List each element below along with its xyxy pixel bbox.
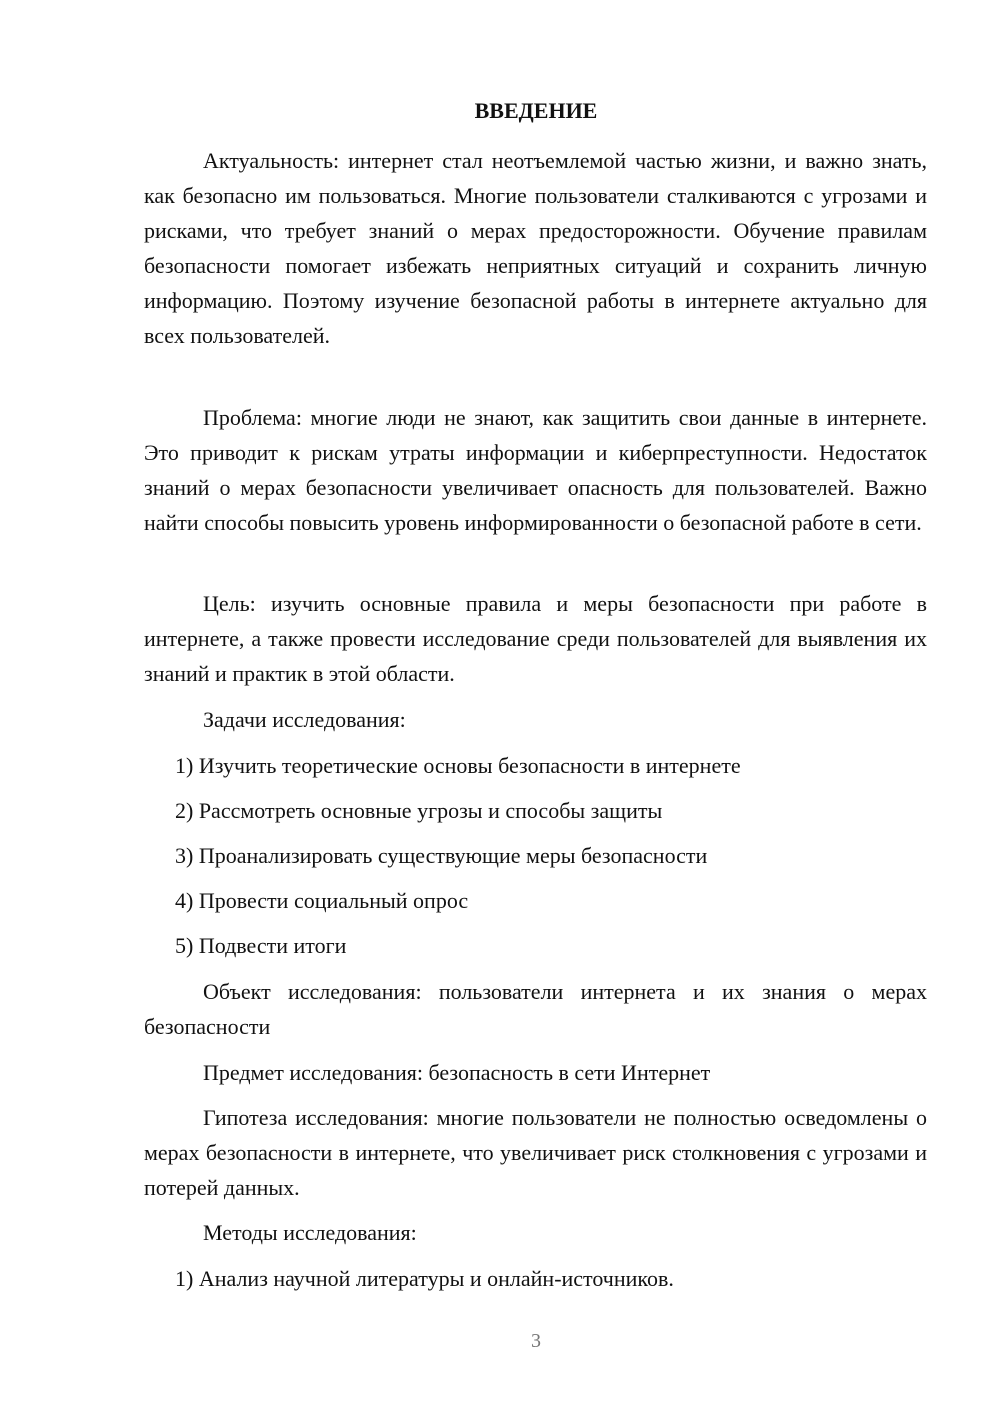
page-number: 3 (531, 1330, 541, 1352)
page-title: ВВЕДЕНИЕ (474, 98, 598, 123)
paragraph-goal: Цель: изучить основные правила и меры безопасности при работе в интернете, а также провести исследование среди пользователей для выявления их знаний и практик в этой области. (144, 591, 927, 686)
task-item: 4) Провести социальный опрос (175, 888, 469, 913)
paragraph-subject: Предмет исследования: безопасность в сети Интернет (203, 1060, 711, 1085)
method-item: 1) Анализ научной литературы и онлайн-источников. (175, 1266, 674, 1291)
task-item: 5) Подвести итоги (175, 933, 347, 958)
tasks-heading: Задачи исследования: (203, 707, 406, 732)
task-item: 3) Проанализировать существующие меры безопасности (175, 843, 708, 868)
paragraph-problem: Проблема: многие люди не знают, как защитить свои данные в интернете. Это приводит к рискам утраты информации и киберпреступности. Недостаток знаний о мерах безопасности увеличивает опасность для пользователей. Важно найти способы повысить уровень информированности о безопасной работе в сети. (144, 405, 927, 535)
paragraph-object: Объект исследования: пользователи интернета и их знания о мерах безопасности (144, 979, 927, 1039)
paragraph-relevance: Актуальность: интернет стал неотъемлемой частью жизни, и важно знать, как безопасно им пользоваться. Многие пользователи сталкиваются с угрозами и рисками, что требует знаний о мерах предосторожности. Обучение правилам безопасности помогает избежать неприятных ситуаций и сохранить личную информацию. Поэтому изучение безопасной работы в интернете актуально для всех пользователей. (144, 148, 927, 348)
task-item: 2) Рассмотреть основные угрозы и способы защиты (175, 798, 663, 823)
methods-heading: Методы исследования: (203, 1220, 417, 1245)
task-item: 1) Изучить теоретические основы безопасности в интернете (175, 753, 741, 778)
paragraph-hypothesis: Гипотеза исследования: многие пользователи не полностью осведомлены о мерах безопасности в интернете, что увеличивает риск столкновения с угрозами и потерей данных. (144, 1105, 927, 1200)
